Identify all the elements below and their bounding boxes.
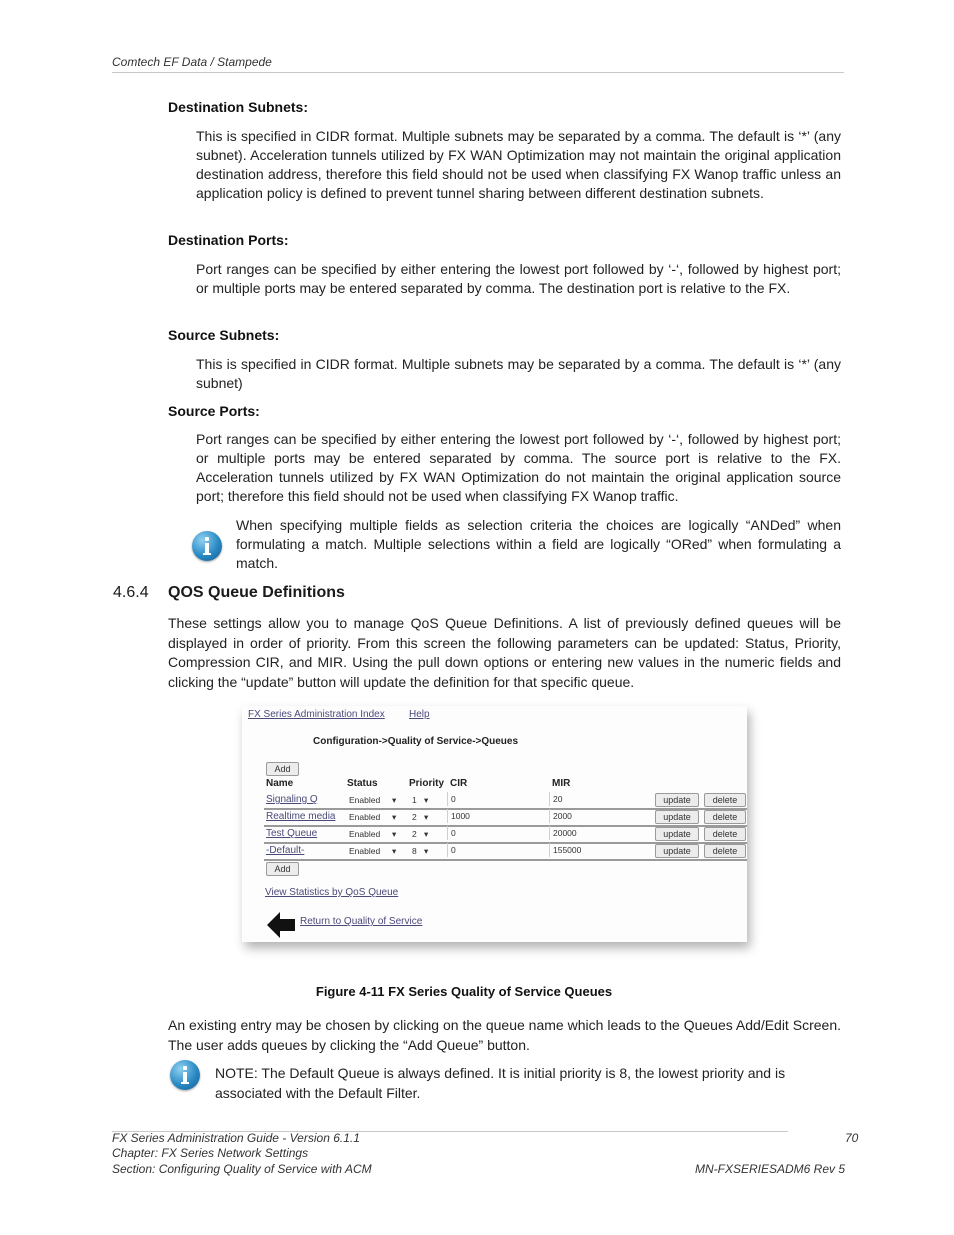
header-rule xyxy=(112,72,844,73)
chevron-down-icon: ▾ xyxy=(424,829,429,839)
table-row xyxy=(264,826,747,844)
update-button[interactable]: update xyxy=(655,810,699,824)
page-number: 70 xyxy=(845,1131,859,1145)
chevron-down-icon: ▾ xyxy=(424,846,429,856)
update-button[interactable]: update xyxy=(655,844,699,858)
chevron-down-icon: ▾ xyxy=(424,812,429,822)
chevron-down-icon: ▾ xyxy=(392,829,397,839)
mir-input[interactable]: 2000 xyxy=(549,809,649,823)
mir-input[interactable]: 20000 xyxy=(549,826,649,840)
table-row xyxy=(264,792,747,810)
help-link[interactable]: Help xyxy=(409,709,430,720)
update-button[interactable]: update xyxy=(655,827,699,841)
queue-name-link[interactable]: Test Queue xyxy=(266,828,318,839)
footer-guide-title: FX Series Administration Guide - Version 6.1.1 xyxy=(112,1131,360,1145)
note-default-queue: NOTE: The Default Queue is always defined. It is initial priority is 8, the lowest priority and is associated with the Default Filter. xyxy=(215,1065,786,1101)
mir-input[interactable]: 155000 xyxy=(549,843,649,857)
cir-input[interactable]: 1000 xyxy=(447,809,543,823)
priority-select[interactable]: 1 xyxy=(412,795,417,805)
status-select[interactable]: Enabled xyxy=(349,812,381,822)
delete-button[interactable]: delete xyxy=(704,827,746,841)
admin-index-link[interactable]: FX Series Administration Index xyxy=(248,709,385,720)
back-arrow-icon[interactable] xyxy=(267,912,297,938)
add-button-bottom[interactable]: Add xyxy=(266,862,299,876)
cir-input[interactable]: 0 xyxy=(447,843,543,857)
mir-input[interactable]: 20 xyxy=(549,792,649,806)
term-destination-subnets: Destination Subnets: xyxy=(168,99,309,115)
footer-chapter: Chapter: FX Series Network Settings xyxy=(112,1146,309,1160)
add-button-top[interactable]: Add xyxy=(266,762,299,776)
note-anded: When specifying multiple fields as selection criteria the choices are logically “ANDed” when formulating a match. Multiple selections within a field are logically “ORed” when formulating a match. xyxy=(236,517,841,571)
def-source-subnets: This is specified in CIDR format. Multiple subnets may be separated by a comma. The default is ‘*’ (any subnet) xyxy=(196,356,841,391)
col-mir: MIR xyxy=(552,778,571,789)
priority-select[interactable]: 2 xyxy=(412,829,417,839)
section-intro: These settings allow you to manage QoS Queue Definitions. A list of previously defined queues will be displayed in order of priority. From this screen the following parameters can be updated: Status, Priority, Compression CIR, and MIR. Using the pull down options or entering new values in the numeric fields and clicking the “update” button will update the definition for that specific queue. xyxy=(168,615,841,690)
col-name: Name xyxy=(266,778,294,789)
status-select[interactable]: Enabled xyxy=(349,795,381,805)
qos-queues-screenshot xyxy=(242,706,747,942)
col-priority: Priority xyxy=(409,778,445,789)
queue-name-link[interactable]: Realtime media xyxy=(266,811,336,822)
cir-input[interactable]: 0 xyxy=(447,826,543,840)
term-source-subnets: Source Subnets: xyxy=(168,327,280,343)
delete-button[interactable]: delete xyxy=(704,793,746,807)
table-row xyxy=(264,809,747,827)
delete-button[interactable]: delete xyxy=(704,810,746,824)
status-select[interactable]: Enabled xyxy=(349,846,381,856)
document-id: MN-FXSERIESADM6 Rev 5 xyxy=(695,1162,846,1176)
cir-input[interactable]: 0 xyxy=(447,792,543,806)
priority-select[interactable]: 8 xyxy=(412,846,417,856)
priority-select[interactable]: 2 xyxy=(412,812,417,822)
return-to-qos-link[interactable]: Return to Quality of Service xyxy=(300,916,423,927)
section-number: 4.6.4 xyxy=(113,584,149,601)
chevron-down-icon: ▾ xyxy=(392,846,397,856)
view-statistics-link[interactable]: View Statistics by QoS Queue xyxy=(265,887,399,898)
info-icon xyxy=(170,1060,200,1090)
info-icon xyxy=(192,531,222,561)
col-cir: CIR xyxy=(450,778,468,789)
footer-section: Section: Configuring Quality of Service with ACM xyxy=(112,1162,372,1176)
section-title: QOS Queue Definitions xyxy=(168,584,345,601)
delete-button[interactable]: delete xyxy=(704,844,746,858)
update-button[interactable]: update xyxy=(655,793,699,807)
queue-name-link[interactable]: -Default- xyxy=(266,845,305,856)
figure-caption: Figure 4-11 FX Series Quality of Service Queues xyxy=(315,984,613,999)
term-source-ports: Source Ports: xyxy=(168,403,260,419)
chevron-down-icon: ▾ xyxy=(424,795,429,805)
def-destination-subnets: This is specified in CIDR format. Multiple subnets may be separated by a comma. The default is ‘*’ (any subnet). Acceleration tunnels utilized by FX WAN Optimization may not maintain the original application destination address, therefore this field should not be used when classifying FX Wanop traffic unless an application policy is defined to prevent tunnel sharing between different destination subnets. xyxy=(196,128,841,201)
screen-breadcrumb: Configuration->Quality of Service->Queues xyxy=(313,736,519,747)
chevron-down-icon: ▾ xyxy=(392,812,397,822)
queue-name-link[interactable]: Signaling Q xyxy=(266,794,318,805)
page-header: Comtech EF Data / Stampede xyxy=(112,55,272,69)
col-status: Status xyxy=(347,778,378,789)
chevron-down-icon: ▾ xyxy=(392,795,397,805)
def-source-ports: Port ranges can be specified by either entering the lowest port followed by ‘-‘, followed by highest port; or multiple ports may be entered separated by comma. The source port is relative to the FX. Acceleration tunnels utilized by FX WAN Optimization do not maintain the original application source port; therefore this field should not be used when classifying FX Wanop traffic. xyxy=(196,431,841,504)
status-select[interactable]: Enabled xyxy=(349,829,381,839)
table-row xyxy=(264,843,747,861)
after-paragraph: An existing entry may be chosen by clicking on the queue name which leads to the Queues Add/Edit Screen. The user adds queues by clicking the “Add Queue” button. xyxy=(168,1017,841,1053)
def-destination-ports: Port ranges can be specified by either entering the lowest port followed by ‘-‘, followed by highest port; or multiple ports may be entered separated by comma. The destination port is relative to the FX. xyxy=(196,261,841,296)
term-destination-ports: Destination Ports: xyxy=(168,232,289,248)
